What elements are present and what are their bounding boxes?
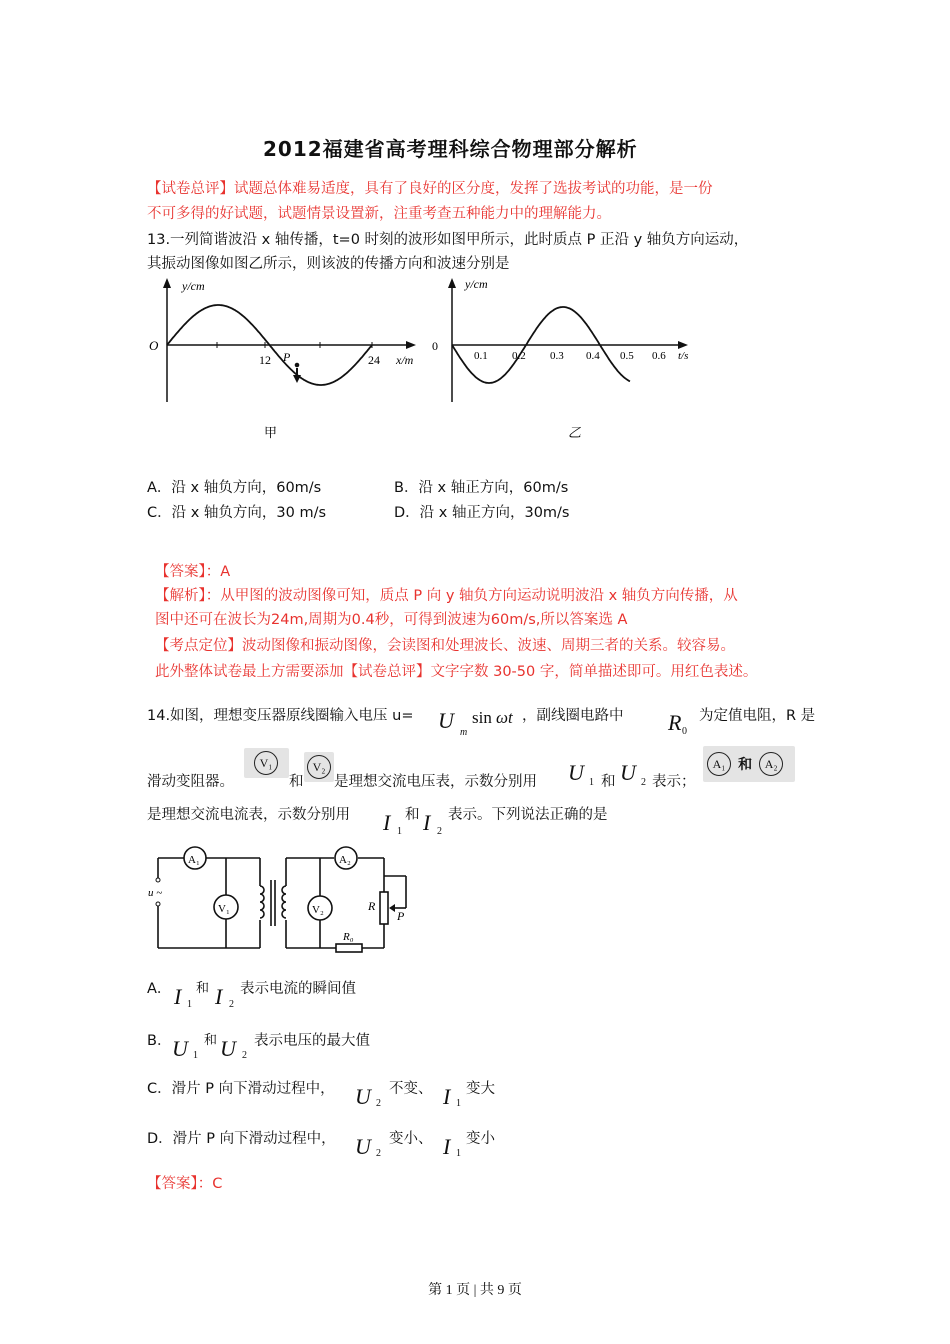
q14-option-b-label: B． [147,1033,172,1049]
voltmeter-v1-icon: V₁ [254,751,278,775]
voltmeter-v2-icon: V₂ [307,755,331,779]
svg-text:V₂: V₂ [312,904,324,916]
figure-b-caption: 乙 [568,425,582,440]
q14-stem-pre: 14.如图，理想变压器原线圈输入电压 u= [147,708,414,724]
q13-stem-line-2: 其振动图像如图乙所示，则该波的传播方向和波速分别是 [147,256,510,272]
summary-line-2: 不可多得的好试题，试题情景设置新，注重考查五种能力中的理解能力。 [147,206,611,222]
q14-line3-pre: 是理想交流电流表，示数分别用 [147,807,350,823]
vib-tick: 0.1 [474,350,488,362]
q14-line2-pre: 滑动变阻器。 [147,774,234,790]
q13-stem-line-1: 13.一列简谐波沿 x 轴传播，t=0 时刻的波形如图甲所示，此时质点 P 正沿 y 轴负方向运动， [147,232,749,248]
symbol-i2: I [423,810,431,835]
svg-text:A₂: A₂ [339,854,351,866]
subscript-1: 1 [589,777,594,788]
q14-option-d-label: D．滑片 P 向下滑动过程中， [147,1131,336,1147]
q14-option-a-label: A． [147,981,172,997]
symbol-u: U [438,708,454,733]
subscript-2: 2 [437,826,442,837]
symbol-r: R [668,710,682,735]
symbol-u2: U [620,760,636,785]
subscript-m: m [460,727,468,738]
page-footer: 第 1 页 | 共 9 页 [428,1283,522,1298]
point-p-arrow [293,375,301,383]
rheostat-r-label: R [368,899,376,913]
page-title: 2012福建省高考理科综合物理部分解析 [263,137,638,161]
word-and: 和 [738,756,753,773]
vib-y-label: y/cm [465,277,488,291]
svg-text:A₁: A₁ [188,854,200,866]
q13-point-line-1: 【考点定位】波动图像和振动图像，会读图和处理波长、波速、周期三者的关系。较容易。 [155,638,735,654]
source-u-label: u ~ [148,887,163,899]
vib-tick: 0.3 [550,350,564,362]
q14-option-b-text: 表示电压的最大值 [254,1033,370,1049]
wave-graph-figure [140,272,430,452]
summary-line-1: 【试卷总评】试题总体难易适度，具有了良好的区分度，发挥了选拔考试的功能，是一份 [147,181,713,197]
word-and: 和 [405,807,420,823]
q13-analysis-line-1: 【解析】：从甲图的波动图像可知，质点 P 向 y 轴负方向运动说明波沿 x 轴负方向传播，从 [155,588,738,604]
q13-answer: 【答案】：A [155,564,231,580]
word-and: 和 [601,774,616,790]
q14-option-d-end: 变小 [466,1131,495,1147]
q14-answer: 【答案】：C [147,1176,223,1192]
q14-line2-post: 表示； [652,774,696,790]
symbol-sin: sin [472,708,492,727]
q13-option-d: D．沿 x 轴正方向，30m/s [394,505,570,521]
subscript-2: 2 [641,777,646,788]
vib-tick: 0.4 [586,350,600,362]
q14-stem-post: 为定值电阻，R 是 [699,708,816,724]
point-p-dot [295,363,300,368]
q14-option-c-mid: 不变、 [389,1081,433,1097]
q13-option-b: B．沿 x 轴正方向，60m/s [394,480,569,496]
point-p-label: P [283,350,291,364]
subscript-1: 1 [397,826,402,837]
q13-option-a: A．沿 x 轴负方向，60m/s [147,480,322,496]
vib-tick: 0.5 [620,350,634,362]
vib-tick: 0.6 [652,350,666,362]
q14-option-a-text: 表示电流的瞬间值 [240,981,356,997]
wave-tick-12: 12 [259,353,271,367]
q13-point-line-2: 此外整体试卷最上方需要添加【试卷总评】文字字数 30-50 字，简单描述即可。用红色表述。 [155,664,758,680]
symbol-u1: U [568,760,584,785]
q14-option-d-mid: 变小、 [389,1131,433,1147]
slider-p-label: P [397,909,405,923]
q14-option-c-label: C．滑片 P 向下滑动过程中， [147,1081,335,1097]
resistor-r0-label: R₀ [343,931,354,943]
word-and: 和 [289,774,304,790]
ammeter-a2-icon: A₂ [759,752,783,776]
q14-option-c-end: 变大 [466,1081,495,1097]
wave-x-label: x/m [396,353,414,367]
vib-tick: 0.2 [512,350,526,362]
transformer-circuit-diagram [148,840,428,958]
subscript-0: 0 [682,726,687,737]
vib-origin-label: 0 [432,339,438,353]
vib-x-label: t/s [678,350,689,362]
figure-a-caption: 甲 [264,425,278,440]
q13-option-c: C．沿 x 轴负方向，30 m/s [147,505,327,521]
wave-y-label: y/cm [182,279,205,293]
svg-text:V₁: V₁ [218,903,230,915]
ammeter-a1-icon: A₁ [707,752,731,776]
wave-tick-24: 24 [368,353,380,367]
wave-origin-label: O [149,338,159,353]
q14-stem-mid: ，副线圈电路中 [522,708,624,724]
q14-line3-post: 表示。下列说法正确的是 [448,807,608,823]
vibration-graph-figure [420,272,710,452]
q14-line2-mid: 是理想交流电压表，示数分别用 [334,774,537,790]
symbol-omega-t: ωt [496,708,513,727]
symbol-i1: I [383,810,391,835]
q13-analysis-line-2: 图中还可在波长为24m,周期为0.4秒，可得到波速为60m/s,所以答案选 A [155,612,628,628]
